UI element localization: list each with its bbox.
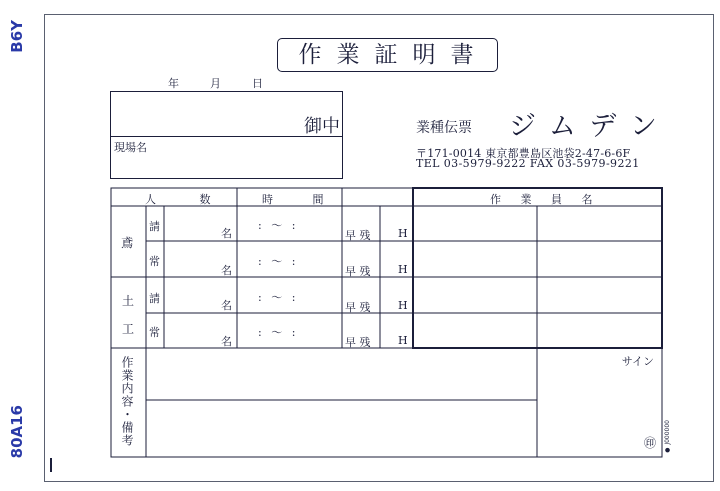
signature-label: サイン: [621, 355, 654, 368]
company-name: ジムデン: [509, 111, 671, 142]
worker-name-cell[interactable]: [413, 313, 537, 348]
row-type-label: 常: [149, 326, 160, 339]
header-workers: 作 業 員 名: [490, 193, 601, 206]
time-range[interactable]: : ～ :: [258, 255, 299, 268]
time-range[interactable]: : ～ :: [258, 219, 299, 232]
unit-label: 名: [221, 264, 232, 277]
time-range[interactable]: : ～ :: [258, 326, 299, 339]
category-doko-2: 工: [122, 322, 135, 336]
row-type-label: 常: [149, 255, 160, 268]
seal-icon: ㊞: [643, 436, 656, 450]
notes-field[interactable]: [146, 400, 537, 457]
unit-label: 名: [221, 335, 232, 348]
signature-field[interactable]: [537, 348, 662, 457]
form-title: 作業証明書: [277, 38, 498, 72]
content-notes-label: 作業内容・備考: [120, 356, 134, 447]
row-type-label: 請: [149, 220, 160, 233]
worker-name-cell[interactable]: [413, 206, 537, 241]
hours-unit: H: [398, 334, 408, 347]
worker-name-cell[interactable]: [537, 241, 662, 277]
bottom-margin-code: 80A16: [8, 405, 26, 459]
unit-label: 名: [221, 299, 232, 312]
category-doko-1: 土: [122, 294, 135, 308]
shift-label: 早 残: [345, 229, 371, 242]
worker-name-cell[interactable]: [413, 277, 537, 313]
top-margin-code: B6Y: [8, 20, 26, 53]
shift-label: 早 残: [345, 265, 371, 278]
header-time: 時 間: [262, 193, 342, 206]
header-people-count: 人 数: [145, 193, 231, 206]
day-label: 日: [252, 77, 263, 90]
unit-label: 名: [221, 227, 232, 240]
worker-name-cell[interactable]: [537, 277, 662, 313]
worker-name-cell[interactable]: [537, 313, 662, 348]
worker-name-cell[interactable]: [537, 206, 662, 241]
month-label: 月: [210, 77, 221, 90]
worker-name-cell[interactable]: [413, 241, 537, 277]
hours-unit: H: [398, 263, 408, 276]
work-content-field[interactable]: [146, 348, 537, 400]
client-honorific: 御中: [304, 116, 340, 137]
company-type: 業種伝票: [416, 120, 472, 136]
shift-label: 早 残: [345, 336, 371, 349]
shift-label: 早 残: [345, 301, 371, 314]
side-code: ● J000000: [664, 420, 671, 454]
time-range[interactable]: : ～ :: [258, 291, 299, 304]
company-address: 〒171-0014 東京都豊島区池袋2-47-6-6F: [416, 147, 631, 160]
year-label: 年: [168, 77, 179, 90]
hours-unit: H: [398, 227, 408, 240]
site-name-label: 現場名: [114, 141, 147, 154]
category-tobi: 鳶: [121, 236, 134, 250]
company-phone: TEL 03-5979-9222 FAX 03-5979-9221: [416, 157, 640, 170]
hours-unit: H: [398, 299, 408, 312]
row-type-label: 請: [149, 292, 160, 305]
